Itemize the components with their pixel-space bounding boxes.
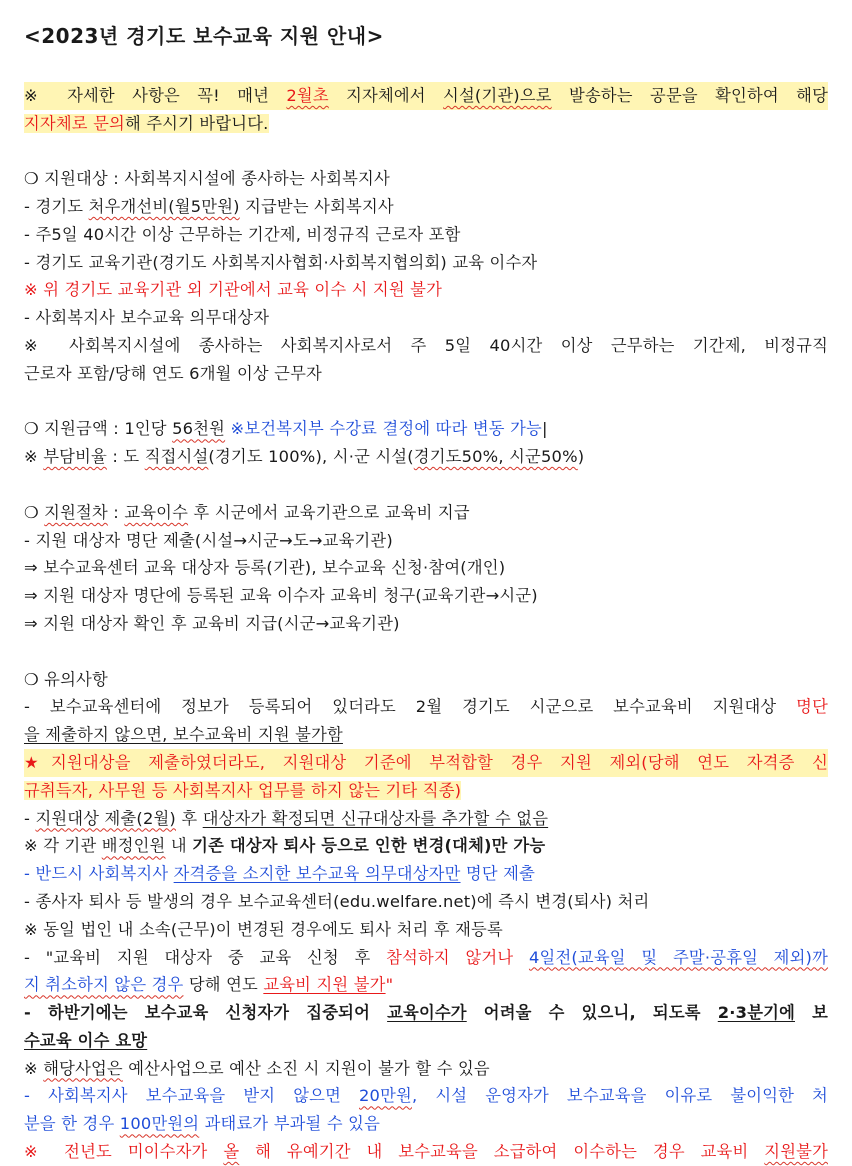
spacer xyxy=(24,471,828,499)
caution-10: ※ 해당사업은 예산사업으로 예산 소진 시 지원이 불가 할 수 있음 xyxy=(24,1058,490,1078)
spacer xyxy=(24,388,828,416)
procedure-line-3: ⇒ 지원 대상자 명단에 등록된 교육 이수자 교육비 청구(교육기관→시군) xyxy=(24,586,538,606)
target-line-4: ※ 위 경기도 교육기관 외 기관에서 교육 이수 시 지원 불가 xyxy=(24,280,443,300)
caution-3: - 지원대상 제출(2월) 후 대상자가 확정되면 신규대상자를 추가할 수 없음 xyxy=(24,808,549,828)
procedure-line-2: ⇒ 보수교육센터 교육 대상자 등록(기관), 보수교육 신청·참여(개인) xyxy=(24,558,506,578)
caution-11-line-2: 분을 한 경우 100만원의 과태료가 부과될 수 있음 xyxy=(24,1114,381,1134)
caution-4: ※ 각 기관 배정인원 내 기존 대상자 퇴사 등으로 인한 변경(대체)만 가능 xyxy=(24,836,546,856)
notice-highlight-2: 지자체로 문의해 주시기 바랍니다. xyxy=(24,113,269,133)
caution-1-line-2: 을 제출하지 않으면, 보수교육비 지원 불가함 xyxy=(24,725,343,745)
procedure-heading: ❍ 지원절차 : 교육이수 후 시군에서 교육기관으로 교육비 지급 xyxy=(24,502,470,522)
notice-line-2 xyxy=(24,110,828,138)
spacer xyxy=(24,137,828,165)
spacer xyxy=(24,638,828,666)
procedure-line-1: - 지원 대상자 명단 제출(시설→시군→도→교육기관) xyxy=(24,530,393,550)
amount-line-1: ※ 부담비율 : 도 직접시설(경기도 100%), 시·군 시설(경기도50%, 시군50%) xyxy=(24,447,585,467)
target-line-3: - 경기도 교육기관(경기도 사회복지사협회·사회복지협의회) 교육 이수자 xyxy=(24,252,538,272)
target-line-6: ※ 사회복지시설에 종사하는 사회복지사로서 주 5일 40시간 이상 근무하는 기간제, 비정규직 xyxy=(24,335,828,355)
spacer xyxy=(24,54,828,82)
caution-9-line-1: - 하반기에는 보수교육 신청자가 집중되어 교육이수가 어려울 수 있으니, 되도록 2·3분기에 보 xyxy=(24,1003,828,1023)
page-title: <2023년 경기도 보수교육 지원 안내> xyxy=(24,24,384,48)
cautions-heading: ❍ 유의사항 xyxy=(24,669,108,689)
caution-11-line-1: - 사회복지사 보수교육을 받지 않으면 20만원, 시설 운영자가 보수교육을 이유로 불이익한 처 xyxy=(24,1086,828,1106)
caution-2-line-1: ★지원대상을 제출하였더라도, 지원대상 기준에 부적합할 경우 지원 제외(당해 연도 자격증 신 xyxy=(24,749,828,777)
procedure-line-4: ⇒ 지원 대상자 확인 후 교육비 지급(시군→교육기관) xyxy=(24,613,400,633)
notice-highlight-1: ※ 자세한 사항은 꼭! 매년 2월초 지자체에서 시설(기관)으로 발송하는 공문을 확인하여 해당 xyxy=(24,82,828,110)
caution-6: - 종사자 퇴사 등 발생의 경우 보수교육센터(edu.welfare.net)에 즉시 변경(퇴사) 처리 xyxy=(24,891,650,911)
caution-8-line-2: 지 취소하지 않은 경우 당해 연도 교육비 지원 불가" xyxy=(24,975,394,995)
target-line-1: - 경기도 처우개선비(월5만원) 지급받는 사회복지사 xyxy=(24,196,394,216)
target-line-5: - 사회복지사 보수교육 의무대상자 xyxy=(24,308,270,328)
caution-12: ※ 전년도 미이수자가 올 해 유예기간 내 보수교육을 소급하여 이수하는 경우 교육비 지원불가 xyxy=(24,1142,828,1162)
target-line-2: - 주5일 40시간 이상 근무하는 기간제, 비정규직 근로자 포함 xyxy=(24,224,461,244)
caution-1-line-1: - 보수교육센터에 정보가 등록되어 있더라도 2월 경기도 시군으로 보수교육비 지원대상 명단 xyxy=(24,697,828,717)
caution-5: - 반드시 사회복지사 자격증을 소지한 보수교육 의무대상자만 명단 제출 xyxy=(24,864,535,884)
caution-7: ※ 동일 법인 내 소속(근무)이 변경된 경우에도 퇴사 처리 후 재등록 xyxy=(24,919,503,939)
caution-9-line-2: 수교육 이수 요망 xyxy=(24,1030,148,1050)
notice-line-1 xyxy=(24,82,828,110)
caution-8-line-1: - "교육비 지원 대상자 중 교육 신청 후 참석하지 않거나 4일전(교육일 및 주말·공휴일 제외)까 xyxy=(24,947,829,967)
target-line-7: 근로자 포함/당해 연도 6개월 이상 근무자 xyxy=(24,363,322,383)
amount-heading: ❍ 지원금액 : 1인당 56천원 ※보건복지부 수강료 결정에 따라 변동 가능| xyxy=(24,419,548,439)
target-heading: ❍ 지원대상 : 사회복지시설에 종사하는 사회복지사 xyxy=(24,169,390,189)
caution-2-line-2: 규취득자, 사무원 등 사회복지사 업무를 하지 않는 기타 직종) xyxy=(24,780,462,800)
